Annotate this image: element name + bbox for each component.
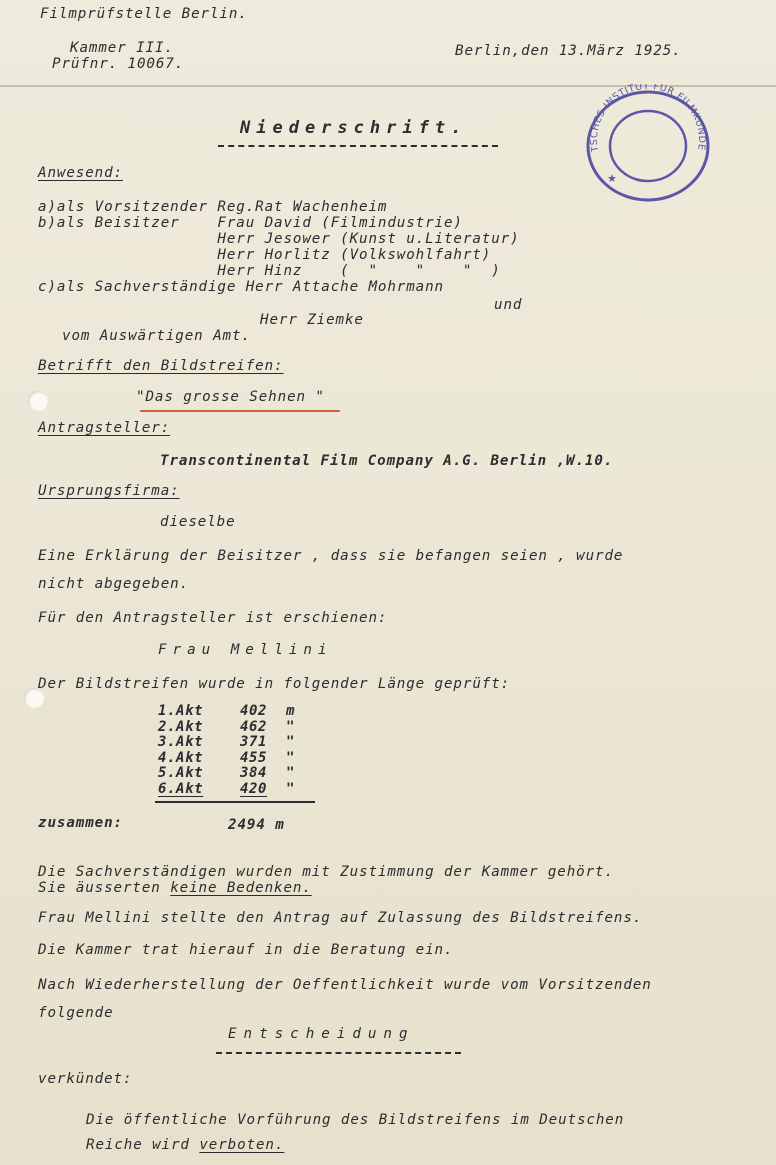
act-label: 1.Akt — [158, 703, 204, 719]
length-intro: Der Bildstreifen wurde in folgender Länge geprüft: — [38, 676, 511, 692]
act-label: 2.Akt — [158, 718, 204, 735]
chamber: Kammer III. — [70, 40, 174, 56]
act-label: 4.Akt — [158, 749, 204, 766]
svg-text:DEUTSCHES INSTITUT FÜR FILMKUN: TSCHES INSTITUT FÜR FILMKUNDE — [588, 84, 708, 153]
present-und: und — [494, 297, 523, 313]
film-label: Betrifft den Bildstreifen: — [38, 358, 284, 374]
applicant-value: Transcontinental Film Company A.G. Berlin ,W.10. — [160, 453, 614, 469]
place-date: Berlin,den 13.März 1925. — [455, 43, 682, 59]
declaration-line-1: Eine Erklärung der Beisitzer , dass sie befangen seien , wurde — [38, 548, 624, 564]
total-label: zusammen: — [38, 815, 123, 831]
present-line-expert-1: c)als Sachverständige Herr Attache Mohrmann — [38, 279, 444, 295]
acts-table — [158, 704, 295, 797]
deliberation-line: Die Kammer trat hierauf in die Beratung ein. — [38, 942, 454, 958]
institute-stamp — [582, 84, 714, 202]
table-row — [158, 782, 295, 798]
act-meters: 384 — [240, 765, 268, 781]
decision-text-1: Die öffentliche Vorführung des Bildstreifens im Deutschen — [86, 1112, 625, 1128]
experts-line-2 — [38, 880, 312, 896]
present-line-assessor-4: Herr Hinz ( " " " ) — [38, 263, 501, 279]
act-unit: " — [286, 749, 296, 766]
present-expert-2: Herr Ziemke — [260, 312, 364, 328]
act-label: 6.Akt — [158, 780, 204, 797]
act-unit: m — [286, 703, 296, 719]
present-line-chair: a)als Vorsitzender Reg.Rat Wachenheim — [38, 199, 388, 215]
document-title: Niederschrift. — [240, 118, 468, 138]
decision-underline — [216, 1052, 461, 1054]
no-concerns: keine Bedenken. — [170, 880, 312, 896]
table-row — [158, 751, 295, 767]
act-unit: " — [286, 734, 296, 750]
svg-text:★: ★ — [607, 172, 617, 185]
film-title-red-underline — [140, 410, 340, 412]
decision-announced: verkündet: — [38, 1071, 133, 1087]
declaration-line-2: nicht abgegeben. — [38, 576, 190, 592]
present-heading: Anwesend: — [38, 165, 123, 181]
office-name: Filmprüfstelle Berlin. — [40, 6, 248, 22]
table-row — [158, 766, 295, 782]
present-line-assessor-3: Herr Horlitz (Volkswohlfahrt) — [38, 247, 492, 263]
decision-forbidden: verboten. — [199, 1137, 285, 1153]
acts-sum-line — [155, 801, 315, 803]
film-title: "Das grosse Sehnen " — [136, 389, 325, 405]
table-row — [158, 720, 295, 736]
decision-title: Entscheidung — [228, 1026, 415, 1042]
present-ministry: vom Auswärtigen Amt. — [62, 328, 251, 344]
present-line-assessor-2: Herr Jesower (Kunst u.Literatur) — [38, 231, 520, 247]
act-unit: " — [286, 765, 296, 781]
stamp-seal-icon — [582, 84, 714, 202]
act-meters: 402 — [240, 703, 268, 719]
present-line-assessor-1: b)als Beisitzer Frau David (Filmindustrie) — [38, 215, 463, 231]
experts-line-1: Die Sachverständigen wurden mit Zustimmung der Kammer gehört. — [38, 864, 614, 880]
motion-line: Frau Mellini stellte den Antrag auf Zulassung des Bildstreifens. — [38, 910, 643, 926]
title-underline — [218, 145, 498, 147]
act-unit: " — [286, 718, 296, 735]
act-unit: " — [286, 780, 296, 797]
experts-line-2-text: Sie äusserten — [38, 880, 171, 896]
act-label: 3.Akt — [158, 734, 204, 750]
act-meters: 371 — [240, 734, 268, 750]
restore-line-1: Nach Wiederherstellung der Oeffentlichkeit wurde vom Vorsitzenden — [38, 977, 652, 993]
applicant-label: Antragsteller: — [38, 420, 171, 436]
table-row — [158, 735, 295, 751]
total-value: 2494 m — [228, 817, 285, 833]
restore-line-2: folgende — [38, 1005, 114, 1021]
origin-label: Ursprungsfirma: — [38, 483, 180, 499]
attendee-label: Für den Antragsteller ist erschienen: — [38, 610, 388, 626]
decision-text-2-start: Reiche wird — [86, 1137, 200, 1153]
decision-text-2 — [86, 1137, 284, 1153]
act-meters: 455 — [240, 749, 268, 766]
table-row — [158, 704, 295, 720]
punch-hole-top — [28, 391, 48, 411]
act-meters: 420 — [240, 780, 268, 797]
act-label: 5.Akt — [158, 765, 204, 781]
exam-number: Prüfnr. 10067. — [52, 56, 185, 72]
attendee-name: Frau Mellini — [158, 642, 333, 658]
origin-value: dieselbe — [160, 514, 236, 530]
act-meters: 462 — [240, 718, 268, 735]
